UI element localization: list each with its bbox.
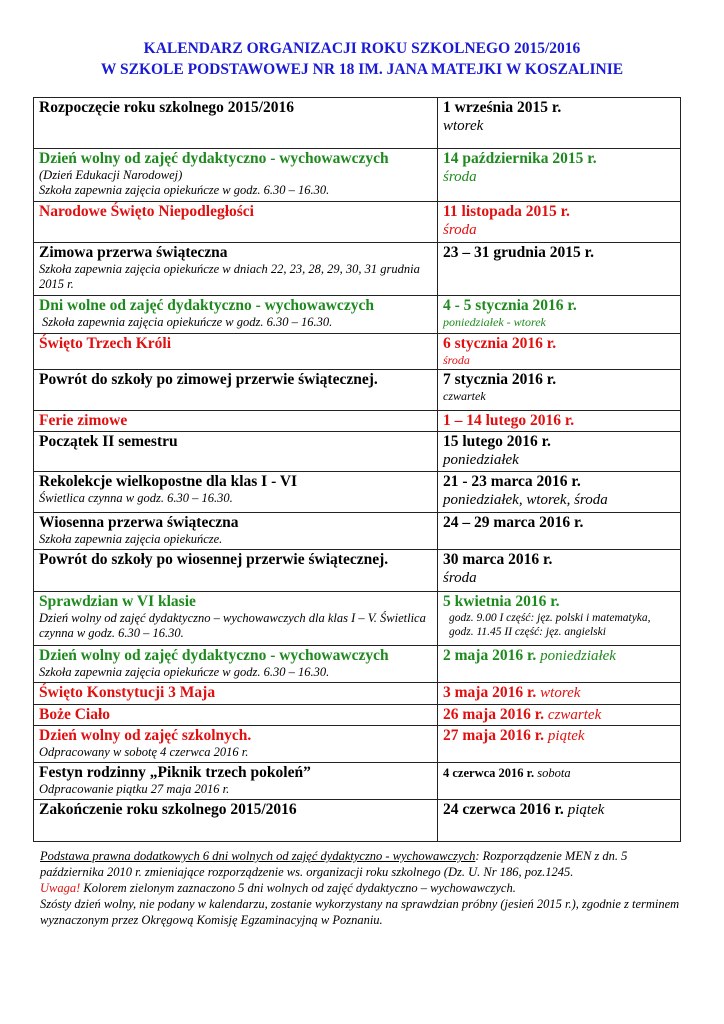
event-title: Powrót do szkoły po zimowej przerwie świątecznej. (39, 371, 378, 388)
event-date: 6 stycznia 2016 r. (443, 335, 557, 352)
event-cell (34, 334, 438, 370)
legal-basis-text: : Rozporządzenie MEN z dn. 5 października 2010 r. zmieniające rozporządzenie ws. organizacji roku szkolnego (Dz. U. Nr 186, poz.1245. (40, 849, 628, 879)
event-date: 2 maja 2016 r. poniedziałek (443, 647, 616, 664)
table-row (34, 243, 681, 296)
exam-detail: godz. 11.45 II część: jęz. angielski (449, 626, 606, 638)
date-cell (438, 646, 681, 683)
date-cell (438, 98, 681, 149)
event-cell (34, 763, 438, 800)
table-row (34, 800, 681, 842)
date-cell (438, 334, 681, 370)
event-title: Powrót do szkoły po wiosennej przerwie świątecznej. (39, 551, 389, 568)
event-cell (34, 646, 438, 683)
event-date: 4 czerwca 2016 r. sobota (443, 766, 571, 780)
event-day: środa (443, 570, 477, 586)
date-cell (438, 296, 681, 334)
event-cell (34, 705, 438, 726)
date-cell (438, 513, 681, 550)
event-cell (34, 592, 438, 646)
event-note: (Dzień Edukacji Narodowej) (39, 168, 183, 182)
event-title: Początek II semestru (39, 433, 178, 450)
title-line-1: KALENDARZ ORGANIZACJI ROKU SZKOLNEGO 2015/2016 (143, 40, 581, 57)
event-cell (34, 513, 438, 550)
event-title: Dzień wolny od zajęć dydaktyczno - wychowawczych (39, 150, 389, 167)
event-title: Festyn rodzinny „Piknik trzech pokoleń” (39, 764, 311, 781)
table-row (34, 296, 681, 334)
table-row (34, 149, 681, 202)
event-day: czwartek (443, 389, 486, 403)
event-date: 4 - 5 stycznia 2016 r. (443, 297, 577, 314)
event-title: Zimowa przerwa świąteczna (39, 244, 228, 261)
legal-basis (40, 848, 684, 880)
calendar-table (33, 97, 681, 842)
event-note: Odpracowany w sobotę 4 czerwca 2016 r. (39, 745, 249, 759)
event-day: wtorek (540, 685, 581, 701)
table-row (34, 550, 681, 592)
event-title: Dzień wolny od zajęć szkolnych. (39, 727, 252, 744)
warning-text: Kolorem zielonym zaznaczono 5 dni wolnych od zajęć dydaktyczno – wychowawczych. (80, 881, 516, 895)
event-date: 30 marca 2016 r. (443, 551, 553, 568)
table-row (34, 513, 681, 550)
event-day: czwartek (547, 707, 602, 723)
event-title: Dzień wolny od zajęć dydaktyczno - wychowawczych (39, 647, 389, 664)
event-day: wtorek (443, 118, 484, 134)
event-day: środa (443, 353, 470, 367)
date-cell (438, 683, 681, 705)
event-cell (34, 800, 438, 842)
event-note: Szkoła zapewnia zajęcia opiekuńcze w dniach 22, 23, 28, 29, 30, 31 grudnia 2015 r. (39, 262, 420, 291)
event-date: 24 czerwca 2016 r. piątek (443, 801, 605, 818)
event-date: 5 kwietnia 2016 r. (443, 593, 560, 610)
legal-notes (40, 848, 684, 928)
date-cell (438, 800, 681, 842)
event-date: 14 października 2015 r. (443, 150, 597, 167)
date-cell (438, 726, 681, 763)
event-note: Szkoła zapewnia zajęcia opiekuńcze w godz. 6.30 – 16.30. (39, 665, 330, 679)
event-title: Wiosenna przerwa świąteczna (39, 514, 239, 531)
event-cell (34, 202, 438, 243)
event-date: 21 - 23 marca 2016 r. (443, 473, 581, 490)
event-title: Boże Ciało (39, 706, 111, 723)
warning-note (40, 880, 684, 896)
event-cell (34, 432, 438, 472)
event-date: 7 stycznia 2016 r. (443, 371, 557, 388)
date-cell (438, 472, 681, 513)
title-line-2: W SZKOLE PODSTAWOWEJ NR 18 IM. JANA MATEJKI W KOSZALINIE (100, 61, 624, 78)
event-day: poniedziałek - wtorek (443, 315, 546, 329)
event-day: poniedziałek, wtorek, środa (443, 492, 608, 508)
date-cell (438, 705, 681, 726)
event-note: Dzień wolny od zajęć dydaktyczno – wychowawczych dla klas I – V. Świetlica czynna w godz. 6.30 – 16.30. (39, 611, 426, 640)
event-title: Rozpoczęcie roku szkolnego 2015/2016 (39, 99, 295, 116)
event-day: środa (443, 169, 477, 185)
event-note: Szkoła zapewnia zajęcia opiekuńcze. (39, 532, 223, 546)
event-title: Ferie zimowe (39, 412, 128, 429)
event-day: poniedziałek (540, 648, 616, 664)
event-date: 27 maja 2016 r. piątek (443, 727, 585, 744)
event-title: Zakończenie roku szkolnego 2015/2016 (39, 801, 297, 818)
event-cell (34, 550, 438, 592)
date-cell (438, 370, 681, 411)
event-day: poniedziałek (443, 452, 519, 468)
table-row (34, 202, 681, 243)
legal-basis-label: Podstawa prawna dodatkowych 6 dni wolnych od zajęć dydaktyczno - wychowawczych (40, 849, 476, 863)
event-cell (34, 243, 438, 296)
date-cell (438, 550, 681, 592)
event-title: Dni wolne od zajęć dydaktyczno - wychowawczych (39, 297, 374, 314)
table-row (34, 98, 681, 149)
event-note: Szkoła zapewnia zajęcia opiekuńcze w godz. 6.30 – 16.30. (42, 315, 333, 329)
date-cell (438, 763, 681, 800)
table-row (34, 683, 681, 705)
sixth-day-note: Szósty dzień wolny, nie podany w kalendarzu, zostanie wykorzystany na sprawdzian próbny (jesień 2015 r.), zgodnie z terminem wyznaczonym przez Okręgową Komisję Egzaminacyjną w Poznaniu. (40, 897, 680, 927)
table-row (34, 592, 681, 646)
event-date: 15 lutego 2016 r. (443, 433, 551, 450)
event-cell (34, 472, 438, 513)
date-cell (438, 411, 681, 432)
date-cell (438, 149, 681, 202)
date-cell (438, 202, 681, 243)
event-title: Święto Trzech Króli (39, 335, 172, 352)
event-date: 1 – 14 lutego 2016 r. (443, 412, 575, 429)
event-cell (34, 370, 438, 411)
event-day: środa (443, 222, 477, 238)
table-row (34, 370, 681, 411)
event-cell (34, 683, 438, 705)
page-title (0, 38, 724, 80)
event-title: Rekolekcje wielkopostne dla klas I - VI (39, 473, 298, 490)
date-cell (438, 432, 681, 472)
event-day: piątek (567, 802, 605, 818)
table-row (34, 472, 681, 513)
event-day: piątek (547, 728, 585, 744)
date-cell (438, 592, 681, 646)
table-row (34, 763, 681, 800)
event-note: Odpracowanie piątku 27 maja 2016 r. (39, 782, 230, 796)
event-cell (34, 98, 438, 149)
event-date: 3 maja 2016 r. wtorek (443, 684, 581, 701)
event-date: 11 listopada 2015 r. (443, 203, 570, 220)
table-row (34, 432, 681, 472)
event-cell (34, 726, 438, 763)
event-cell (34, 149, 438, 202)
event-date: 26 maja 2016 r. czwartek (443, 706, 602, 723)
table-row (34, 334, 681, 370)
event-date: 24 – 29 marca 2016 r. (443, 514, 584, 531)
date-cell (438, 243, 681, 296)
exam-detail: godz. 9.00 I część: jęz. polski i matematyka, (449, 612, 651, 624)
event-cell (34, 411, 438, 432)
table-row (34, 705, 681, 726)
event-title: Święto Konstytucji 3 Maja (39, 684, 216, 701)
event-date: 23 – 31 grudnia 2015 r. (443, 244, 595, 261)
table-row (34, 646, 681, 683)
event-title: Narodowe Święto Niepodległości (39, 203, 254, 220)
warning-label: Uwaga! (40, 881, 81, 895)
event-note: Świetlica czynna w godz. 6.30 – 16.30. (39, 491, 233, 505)
event-date: 1 września 2015 r. (443, 99, 562, 116)
event-day: sobota (537, 766, 571, 780)
event-note: Szkoła zapewnia zajęcia opiekuńcze w godz. 6.30 – 16.30. (39, 183, 330, 197)
event-title: Sprawdzian w VI klasie (39, 593, 196, 610)
table-row (34, 726, 681, 763)
event-cell (34, 296, 438, 334)
table-row (34, 411, 681, 432)
